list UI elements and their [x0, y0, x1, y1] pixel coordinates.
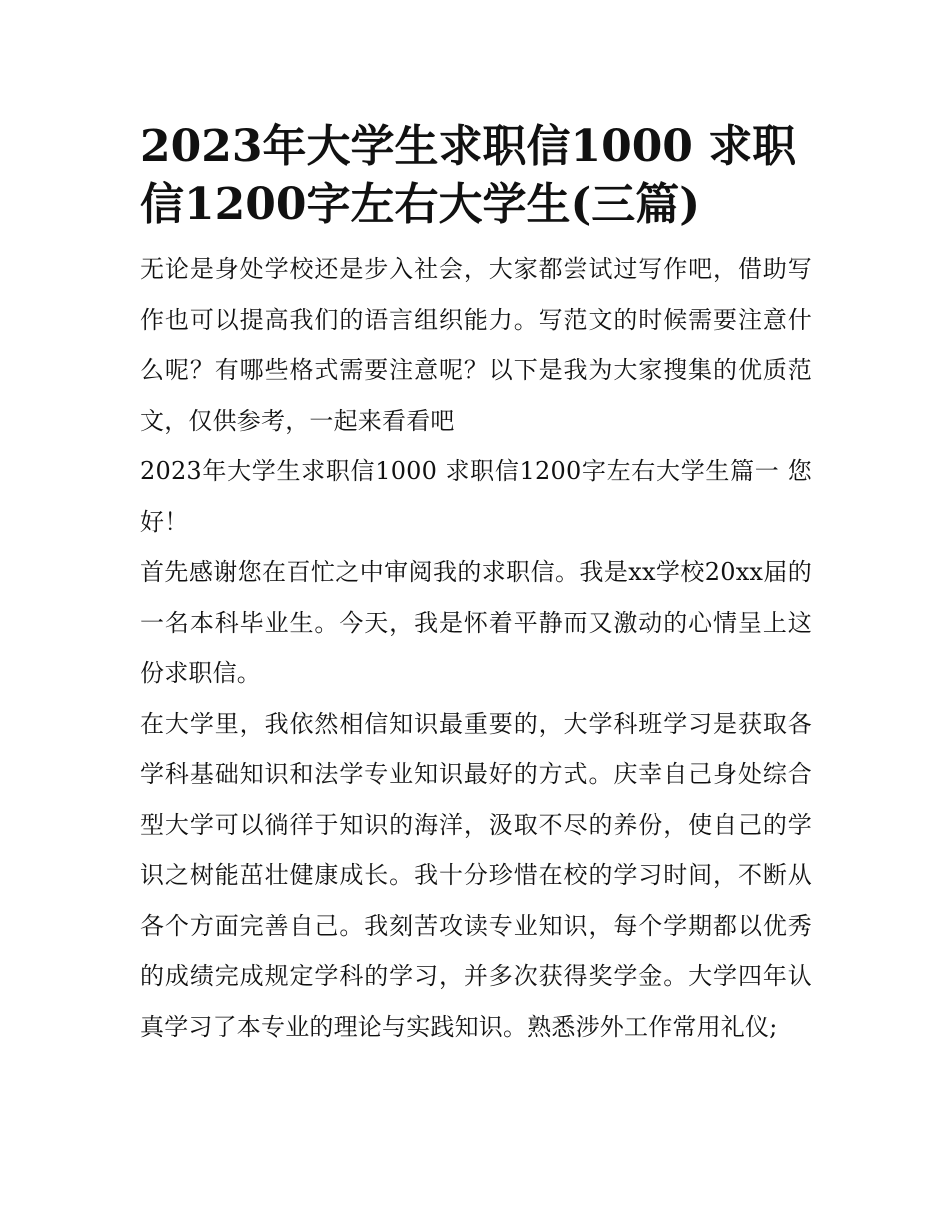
body-paragraph: 首先感谢您在百忙之中审阅我的求职信。我是xx学校20xx届的一名本科毕业生。今天，我是怀着平静而又激动的心情呈上这份求职信。 [140, 558, 812, 687]
intro-paragraph: 无论是身处学校还是步入社会，大家都尝试过写作吧，借助写作也可以提高我们的语言组织能力。写范文的时候需要注意什么呢？有哪些格式需要注意呢？以下是我为大家搜集的优质范文，仅供参考，一起来看看吧 [140, 255, 812, 435]
body-paragraph: 在大学里，我依然相信知识最重要的，大学科班学习是获取各学科基础知识和法学专业知识最好的方式。庆幸自己身处综合型大学可以徜徉于知识的海洋，汲取不尽的养份，使自己的学识之树能茁壮健康成长。我十分珍惜在校的学习时间，不断从各个方面完善自己。我刻苦攻读专业知识，每个学期都以优秀的成绩完成规定学科的学习，并多次获得奖学金。大学四年认真学习了本专业的理论与实践知识。熟悉涉外工作常用礼仪; [140, 709, 812, 1041]
document-title: 2023年大学生求职信1000 求职信1200字左右大学生(三篇) [140, 121, 797, 230]
section-heading-paragraph: 2023年大学生求职信1000 求职信1200字左右大学生篇一 您好！ [140, 457, 812, 536]
document-page [140, 118, 812, 1052]
